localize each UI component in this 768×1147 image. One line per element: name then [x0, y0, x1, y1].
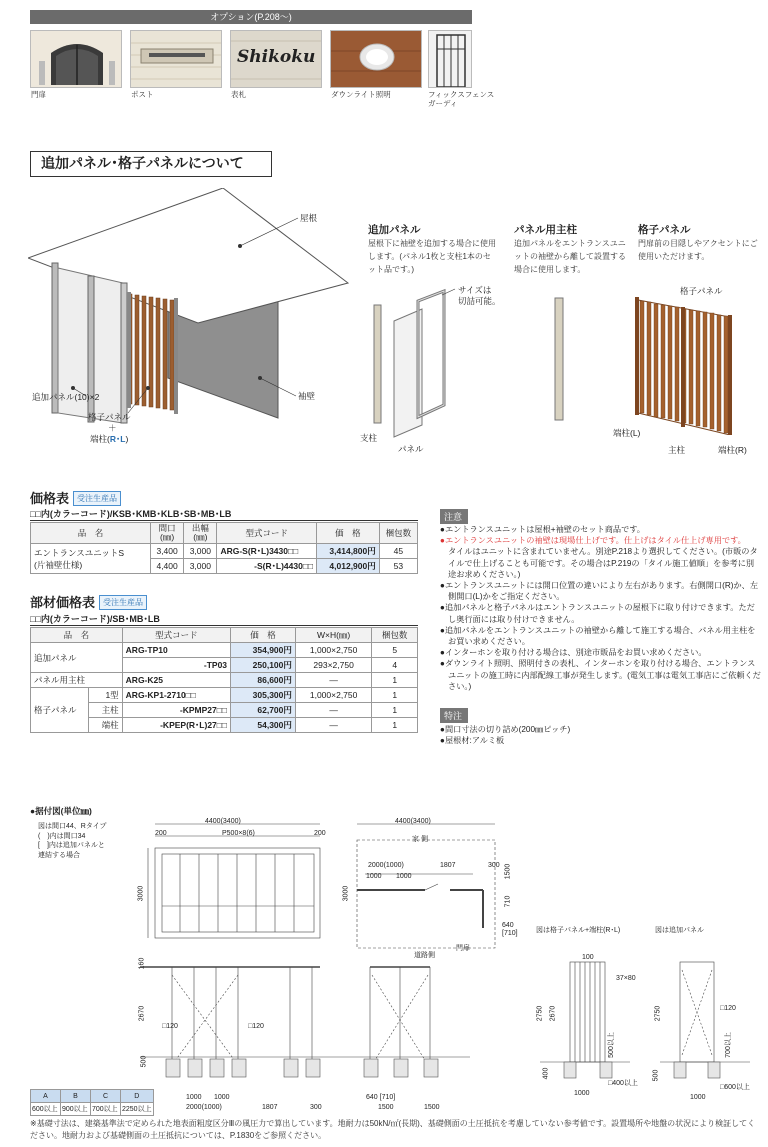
mailbox-icon	[131, 31, 222, 88]
label-add-panel: 追加パネル(10)×2	[32, 392, 100, 402]
add-panel-title: 追加パネル	[368, 224, 421, 236]
dim-1500: 1500	[504, 863, 512, 880]
dim-2670-b: 2670	[549, 1005, 557, 1022]
dim-120-a: □120	[162, 1023, 178, 1030]
dim-1500-c: 1500	[424, 1104, 440, 1111]
nameplate-brand: Shikoku	[237, 47, 316, 67]
dim-200-left: 200	[155, 830, 167, 837]
detail-drawings	[540, 950, 760, 1090]
drawing-legend: 図は間口44、Rタイプ ( )内は間口34 [ ]内は追加パネルと 連結する場合	[38, 823, 107, 859]
footnote: ※基礎寸法は、建築基準法で定められた地表面粗度区分Ⅲの風圧力で算出しています。地耐力は50kN/㎡(長期)、基礎側面の土圧抵抗を考慮していない参考値です。設置場所や地盤の状況により検証してください。地耐力および基礎側面の土圧抵抗については、P.1830をご参照ください。	[30, 1119, 756, 1140]
label-panel: パネル	[398, 444, 424, 454]
foundation-table: A B C D 600以上 900以上 700以上 2250以上	[30, 1089, 154, 1116]
note-item: ●追加パネルと格子パネルはエントランスユニットの屋根下に取り付けできます。ただし奥行面には取り付けできません。	[440, 603, 755, 624]
label-lattice-panel: 格子パネル	[88, 412, 131, 422]
dim-1000-b: 1000	[396, 873, 412, 880]
label-road-side: 道路側	[414, 952, 435, 959]
fence-icon	[429, 31, 472, 88]
dim-640-b: 640 [710]	[366, 1094, 396, 1101]
caption-lattice-detail: 図は格子パネル+端柱(R･L)	[536, 927, 621, 934]
option-caption-post: ポスト	[131, 90, 154, 99]
label-end-post: 端柱(R･L)	[90, 434, 129, 444]
panel-post-desc: 追加パネルをエントランスユニットの袖壁から離して設置する場合に使用します。	[514, 239, 626, 274]
parts-table-colors: □□内(カラーコード)/SB･MB･LB	[30, 612, 418, 626]
dim-300: 300	[488, 862, 500, 869]
option-caption-gate: 門扉	[31, 90, 46, 99]
table-row: 追加パネル ARG-TP10 354,900円 1,000×2,750 5	[31, 643, 418, 658]
panel-post-title: パネル用主柱	[514, 224, 577, 236]
label-gate: 門扉	[456, 945, 470, 952]
dim-depth-1: 3000	[137, 885, 145, 902]
price-table-colors: □□内(カラーコード)/KSB･KMB･KLB･SB･MB･LB	[30, 507, 418, 521]
note-item: ●エントランスユニットには開口位置の違いにより左右があります。右側開口(R)か、左側開口(L)かをご指定ください。	[440, 581, 759, 602]
section-title: 追加パネル･格子パネルについて	[30, 151, 272, 177]
dim-600-sq: □600以上	[720, 1084, 750, 1091]
dim-1000-c: 1000	[186, 1094, 202, 1101]
dim-120-c: □120	[720, 1005, 736, 1012]
note-item: タイルはユニットに含まれていません。別途P.218より選択してください。(市販のタイルで仕上げることも可能です。その場合はP.219の「タイル施工値順」を参考に別途お求めください。)	[448, 547, 758, 579]
dim-1000-e: 1000	[574, 1090, 590, 1097]
label-end-l: 端柱(L)	[613, 428, 641, 438]
elevation-view	[140, 955, 470, 1105]
dim-1000-d: 1000	[214, 1094, 230, 1101]
label-main-post: 主柱	[668, 445, 686, 455]
dim-1000-f: 1000	[690, 1094, 706, 1101]
option-caption-fence: フィックスフェンス ガーディ	[428, 90, 495, 108]
table-row: 主柱 -KPMP27□□ 62,700円 — 1	[31, 703, 418, 718]
gate-thumbnail	[30, 30, 122, 88]
table-row: 端柱 -KPEP(R･L)27□□ 54,300円 — 1	[31, 718, 418, 733]
option-caption-nameplate: 表札	[231, 90, 246, 99]
dim-640: 640 [710]	[502, 922, 518, 937]
dim-160: 160	[138, 957, 146, 970]
drawing-title: ●据付図(単位㎜)	[30, 806, 92, 816]
label-end-r: 端柱(R)	[718, 445, 747, 455]
note-item: ●インターホンを取り付ける場合は、別途市販品をお買い求めください。	[440, 648, 707, 658]
dim-120-b: □120	[248, 1023, 264, 1030]
price-table-heading: 価格表 受注生産品	[30, 488, 121, 507]
dim-1500-b: 1500	[378, 1104, 394, 1111]
lattice-desc: 門扉前の目隠しやアクセントにご使用いただけます。	[638, 239, 758, 261]
special-item: ●間口寸法の切り詰め(200㎜ピッチ)	[440, 725, 571, 734]
special-list	[440, 724, 762, 746]
post-thumbnail	[130, 30, 222, 88]
panel-post-drawing	[550, 295, 570, 425]
dim-1000-a: 1000	[366, 873, 382, 880]
dim-500-up: 500以上	[607, 1032, 615, 1058]
dim-1807: 1807	[440, 862, 456, 869]
add-panel-drawing	[360, 285, 510, 445]
caption-add-detail: 図は追加パネル	[655, 927, 704, 934]
option-band: オプション(P.208～)	[30, 10, 472, 24]
dim-700: 700以上	[724, 1032, 732, 1058]
note-item: ●ダウンライト照明、照明付きの表札、インターホンを取り付ける場合、エントランスユニットの施工時に内部配線工事が発生します。(電気工事は電気工事店にご依頼ください。)	[440, 659, 761, 691]
label-house-side: 家 側	[412, 836, 428, 843]
label-sleeve-wall: 袖壁	[298, 391, 316, 401]
note-item: ●追加パネルをエントランスユニットの袖壁から離して施工する場合、パネル用主柱をお買い求めください。	[440, 625, 756, 647]
dim-300-b: 300	[310, 1104, 322, 1111]
dim-100: 100	[582, 954, 594, 961]
fence-thumbnail	[428, 30, 472, 88]
dim-width-2: 4400(3400)	[395, 818, 431, 825]
table-row: パネル用主柱 ARG-K25 86,600円 — 1	[31, 673, 418, 688]
notes-list	[440, 524, 762, 692]
special-item: ●屋根材:アルミ板	[440, 736, 505, 746]
label-roof: 屋根	[300, 213, 318, 223]
downlight-icon	[331, 31, 422, 88]
label-plus: ＋	[108, 423, 117, 433]
note-item: ●エントランスユニットの袖壁は現場仕上げです。仕上げはタイル仕上げ専用です。	[440, 536, 746, 546]
dim-400: 400	[542, 1067, 550, 1080]
dim-200-right: 200	[314, 830, 326, 837]
note-item: ●エントランスユニットは屋根+袖壁のセット商品です。	[440, 525, 645, 534]
dim-2000: 2000(1000)	[368, 862, 404, 869]
downlight-thumbnail	[330, 30, 422, 88]
dim-2000-b: 2000(1000)	[186, 1104, 222, 1111]
nameplate-thumbnail	[230, 30, 322, 88]
label-support: 支柱	[360, 433, 378, 443]
dim-710: 710	[504, 895, 512, 908]
dim-1807-b: 1807	[262, 1104, 278, 1111]
add-panel-desc: 屋根下に袖壁を追加する場合に使用します。(パネル1枚と支柱1本のセット品です。)	[368, 239, 496, 274]
table-row: エントランスユニットS (片袖壁仕様) 3,400 3,000 ARG-S(R･L)3430□□ 3,414,800円 45	[31, 544, 418, 559]
parts-table: 品 名 型式コード 価 格 W×H(㎜) 梱包数 追加パネル ARG-TP10 354,900円 1,000×2,750 5 -TP03 250,100円 293×2,750 4 パネル用主柱 ARG-K25 86,600円 — 1 格子パネル 1型 ARG-KP1-2710□□ 305,300円 1,000×2,750 1 主柱 -KPMP27□□ 62,700円 — 1 端柱 -KPEP(R･L)27□□ 54,300円 — 1	[30, 627, 418, 733]
special-heading: 特注	[440, 708, 468, 723]
table-row: 4,400 3,000 -S(R･L)4430□□ 4,012,900円 53	[31, 559, 418, 574]
dim-width-1: 4400(3400)	[205, 818, 241, 825]
parts-table-heading: 部材価格表 受注生産品	[30, 592, 147, 611]
dim-2750-a: 2750	[536, 1005, 544, 1022]
dim-2750-b: 2750	[654, 1005, 662, 1022]
gate-icon	[31, 31, 122, 88]
plan-view-layout	[345, 818, 525, 958]
notes-heading: 注意	[440, 509, 468, 524]
table-row: 格子パネル 1型 ARG-KP1-2710□□ 305,300円 1,000×2,750 1	[31, 688, 418, 703]
label-lattice: 格子パネル	[680, 286, 723, 296]
lattice-panel-drawing	[630, 295, 750, 435]
dim-depth-2: 3000	[342, 885, 350, 902]
table-row: -TP03 250,100円 293×2,750 4	[31, 658, 418, 673]
dim-pitch: P500×8(6)	[222, 830, 255, 837]
dim-37x80: 37×80	[616, 975, 636, 982]
label-size-note: サイズは 切詰可能。	[458, 285, 501, 306]
dim-500-b: 500	[652, 1069, 660, 1082]
price-table: 品 名 間口 (㎜) 出幅 (㎜) 型式コード 価 格 梱包数 エントランスユニットS (片袖壁仕様) 3,400 3,000 ARG-S(R･L)3430□□ 3,414,800円 45 4,400 3,000 -S(R･L)4430□□ 4,012,900円 53	[30, 522, 418, 574]
dim-500-a: 500	[140, 1055, 148, 1068]
dim-400-sq: □400以上	[608, 1080, 638, 1087]
lattice-title: 格子パネル	[638, 224, 691, 236]
dim-2670: 2670	[138, 1005, 146, 1022]
option-caption-downlight: ダウンライト照明	[331, 90, 391, 99]
entrance-unit-illustration	[28, 188, 358, 448]
